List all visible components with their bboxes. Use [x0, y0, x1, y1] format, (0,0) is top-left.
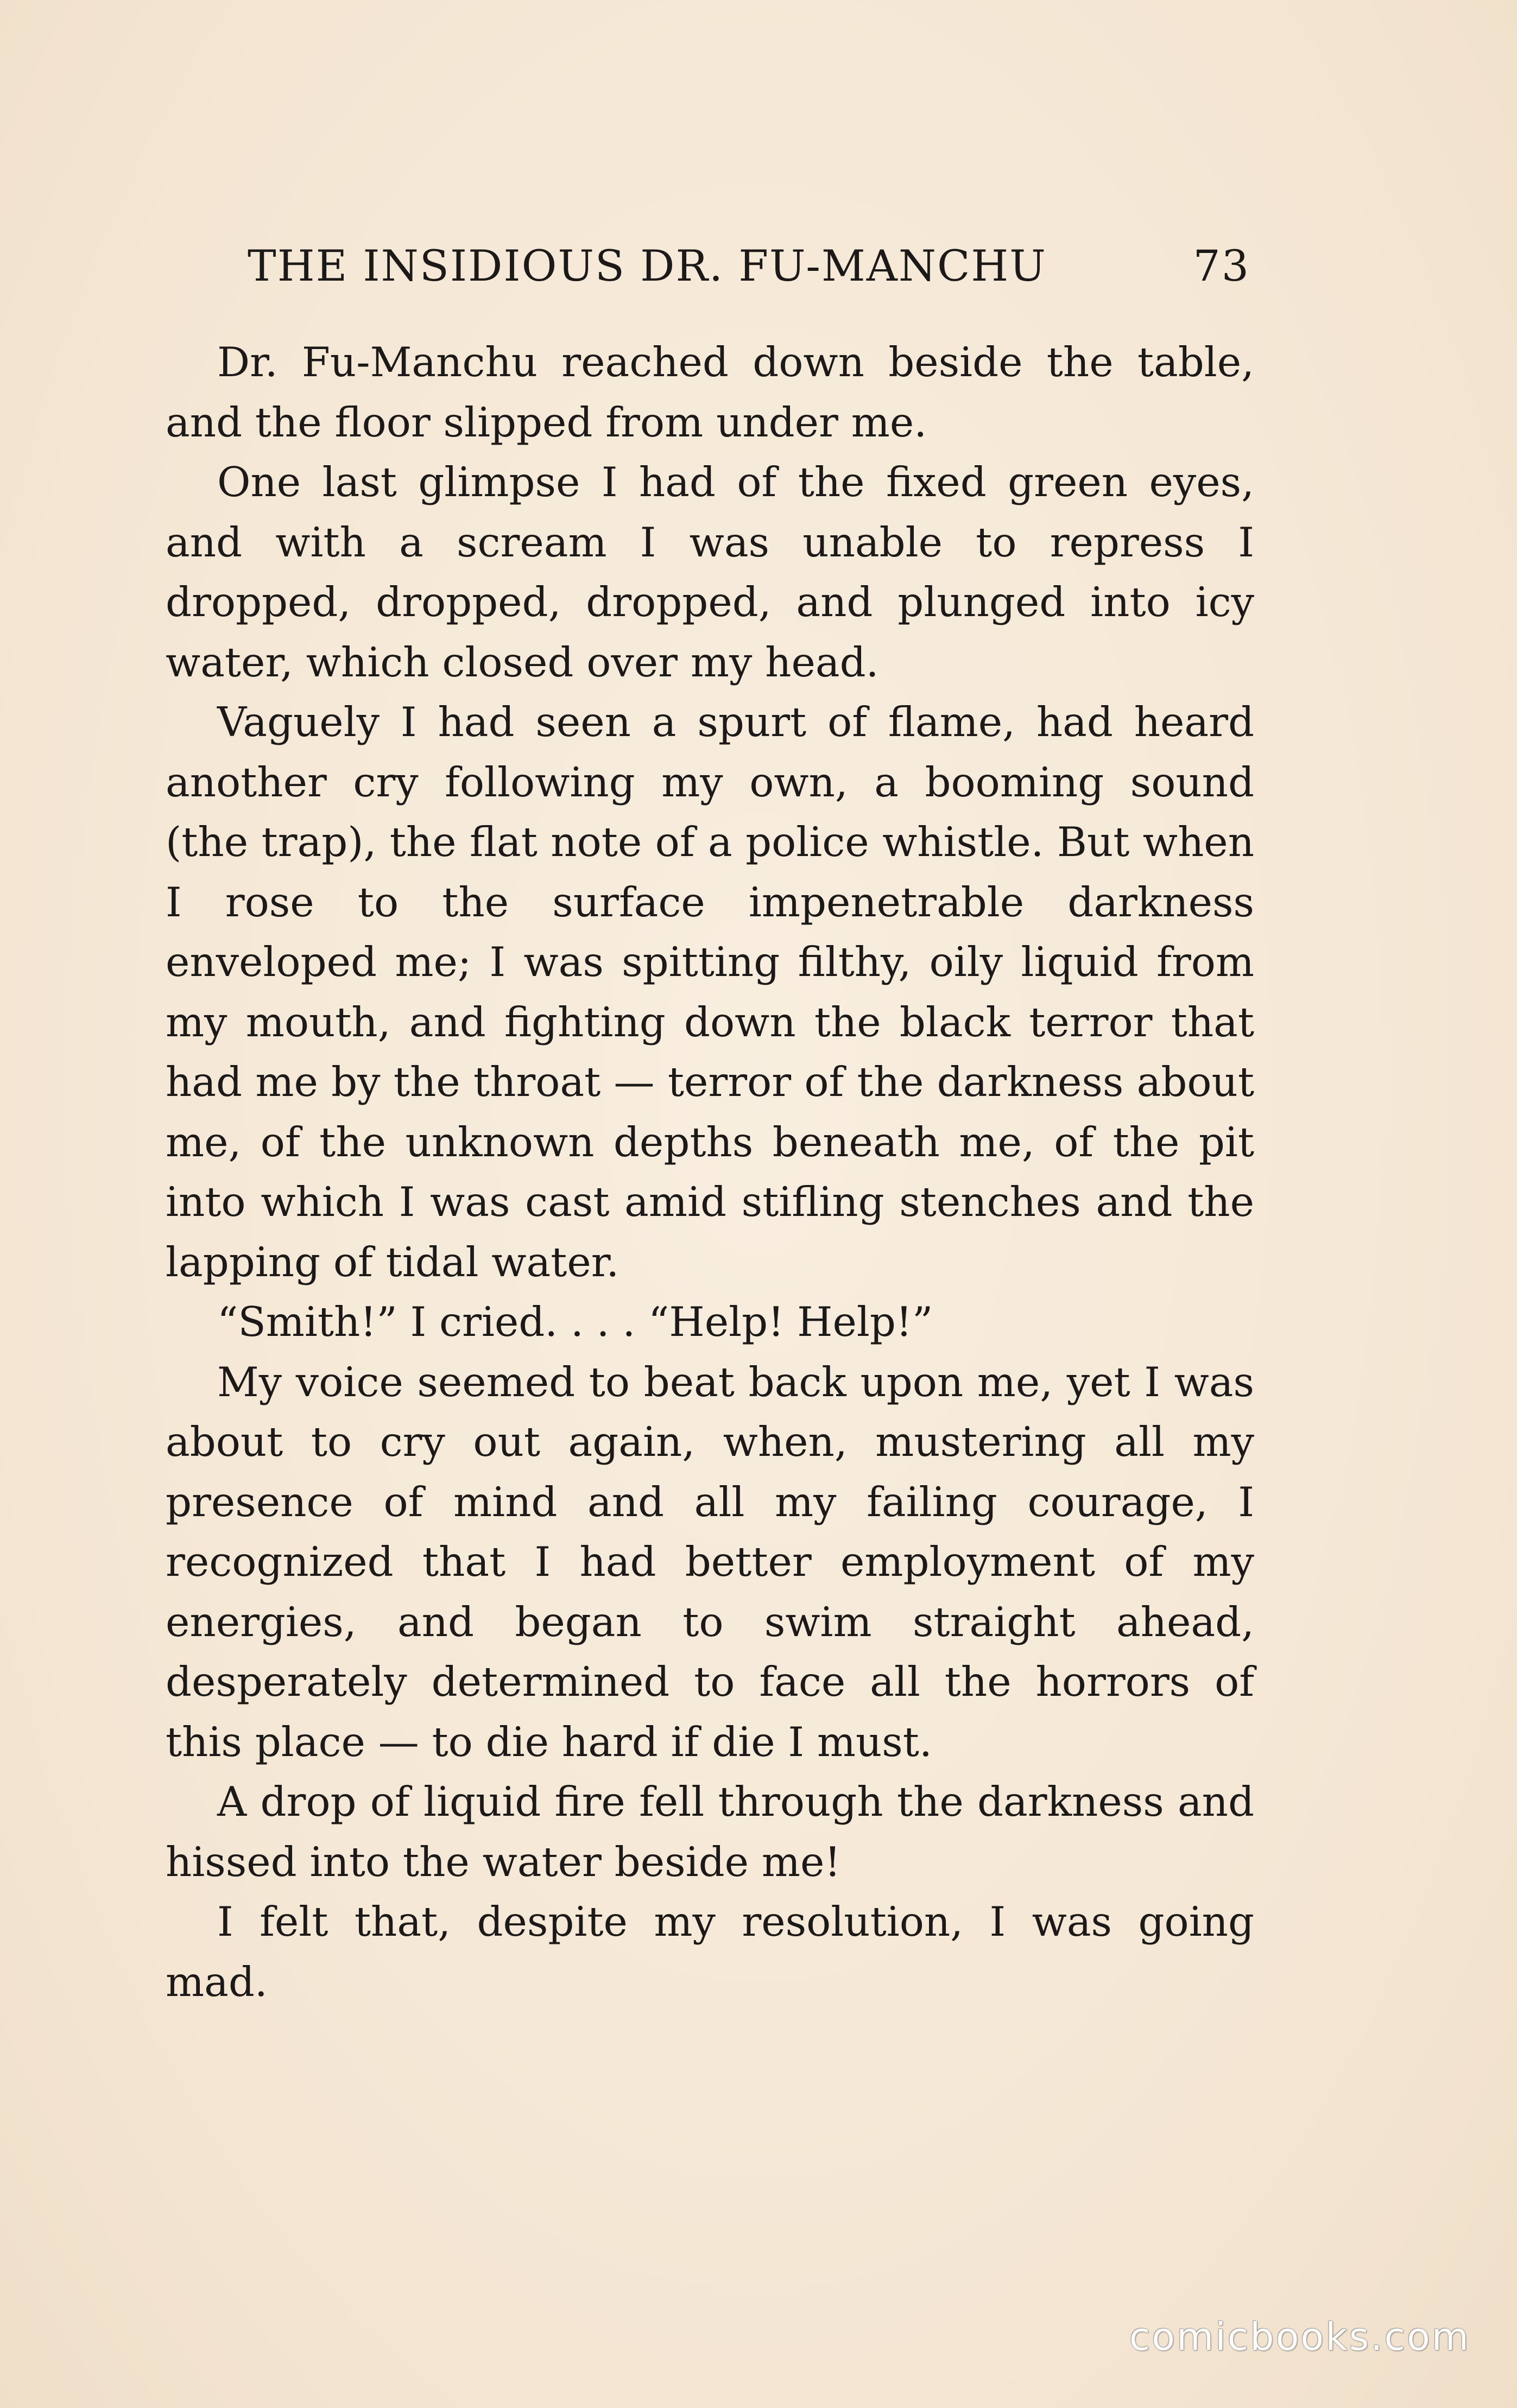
paragraph-7: I felt that, despite my resolution, I was going mad.	[166, 1898, 1254, 2006]
paragraph-4: “Smith!” I cried. . . . “Help! Help!”	[217, 1298, 933, 1346]
paragraph-3: Vaguely I had seen a spurt of flame, had heard another cry following my own, a booming sound (the trap), the flat note of a police whistle. But when I rose to the surface impenetrable darkness enveloped me; I was spitting filthy, oily liquid from my mouth, and fighting down the black terror that had me by the throat — terror of the darkness about me, of the unknown depths beneath me, of the pit into which I was cast amid stifling stenches and the lapping of tidal water.	[166, 698, 1254, 1286]
paragraph-2: One last glimpse I had of the fixed green eyes, and with a scream I was unable to repress I dropped, dropped, dropped, and plunged into icy water, which closed over my head.	[166, 458, 1254, 686]
paragraph-5: My voice seemed to beat back upon me, yet I was about to cry out again, when, mustering all my presence of mind and all my failing courage, I recognized that I had better employment of my energies, and began to swim straight ahead, desperately determined to face all the horrors of this place — to die hard if die I must.	[166, 1358, 1254, 1766]
paragraph-6: A drop of liquid fire fell through the darkness and hissed into the water beside me!	[166, 1778, 1254, 1886]
running-head	[248, 233, 1250, 299]
book-title-header: THE INSIDIOUS DR. FU-MANCHU	[248, 241, 1047, 291]
page-number: 73	[1193, 241, 1250, 291]
body-text	[166, 332, 1254, 2012]
watermark: comicbooks.com	[1129, 2315, 1470, 2359]
paragraph-1: Dr. Fu-Manchu reached down beside the table, and the floor slipped from under me.	[166, 338, 1254, 446]
